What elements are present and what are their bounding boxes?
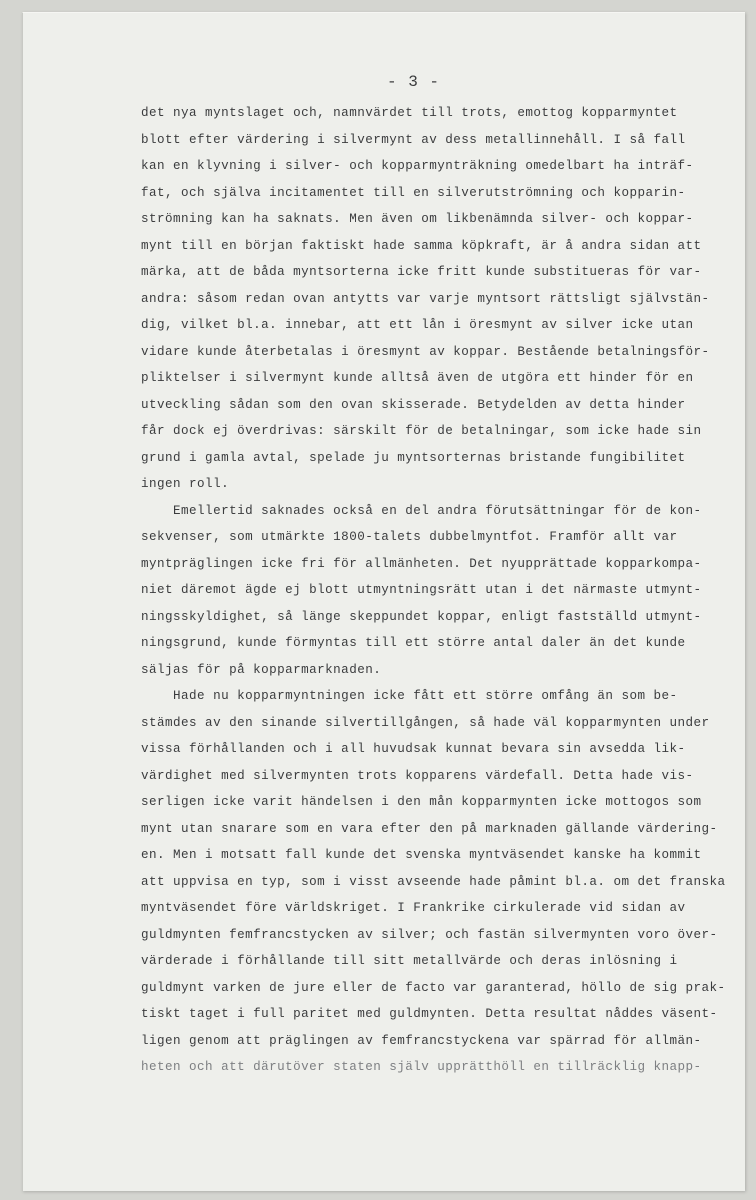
text-line: Emellertid saknades också en del andra förutsättningar för de kon-	[141, 503, 702, 518]
text-line: myntväsendet före världskriget. I Frankrike cirkulerade vid sidan av	[141, 901, 686, 915]
text-line: pliktelser i silvermynt kunde alltså även de utgöra ett hinder för en	[141, 371, 694, 385]
text-line: en. Men i motsatt fall kunde det svenska myntväsendet kanske ha kommit	[141, 848, 702, 862]
text-line: att uppvisa en typ, som i visst avseende hade påmint bl.a. om det franska	[141, 874, 726, 889]
text-line: det nya myntslaget och, namnvärdet till trots, emottog kopparmyntet	[141, 106, 678, 120]
text-line: värderade i förhållande till sitt metallvärde och deras inlösning i	[141, 954, 678, 968]
text-line: heten och att därutöver staten själv upprätthöll en tillräcklig knapp-	[141, 1060, 702, 1074]
page-number: - 3 -	[387, 73, 441, 91]
text-line: stämdes av den sinande silvertillgången, så hade väl kopparmynten under	[141, 715, 710, 730]
text-line: vidare kunde återbetalas i öresmynt av koppar. Bestående betalningsför-	[141, 344, 710, 359]
text-line: andra: såsom redan ovan antytts var varje myntsort rättsligt självstän-	[141, 291, 710, 306]
text-line: tiskt taget i full paritet med guldmynten. Detta resultat nåddes väsent-	[141, 1007, 718, 1021]
text-line: mynt till en början faktiskt hade samma köpkraft, är å andra sidan att	[141, 238, 702, 253]
text-line: vissa förhållanden och i all huvudsak kunnat bevara sin avsedda lik-	[141, 742, 686, 756]
text-line: ligen genom att präglingen av femfrancstyckena var spärrad för allmän-	[141, 1033, 702, 1048]
text-line: kan en klyvning i silver- och kopparmynträkning omedelbart ha inträf-	[141, 159, 694, 173]
text-line: grund i gamla avtal, spelade ju myntsorternas bristande fungibilitet	[141, 450, 686, 465]
document-page	[22, 12, 745, 1191]
text-line: utveckling sådan som den ovan skisserade. Betydelden av detta hinder	[141, 397, 686, 412]
text-line: ningsskyldighet, så länge skeppundet koppar, enligt fastställd utmynt-	[141, 609, 702, 624]
text-line: serligen icke varit händelsen i den mån kopparmynten icke mottogos som	[141, 795, 702, 809]
text-line: blott efter värdering i silvermynt av dess metallinnehåll. I så fall	[141, 132, 686, 147]
text-line: mynt utan snarare som en vara efter den på marknaden gällande värdering-	[141, 821, 718, 836]
text-line: får dock ej överdrivas: särskilt för de betalningar, som icke hade sin	[141, 424, 702, 438]
text-line: säljas för på kopparmarknaden.	[141, 662, 382, 677]
text-line: ingen roll.	[141, 477, 230, 491]
text-line: myntpräglingen icke fri för allmänheten. Det nyupprättade kopparkompa-	[141, 556, 702, 571]
text-line: strömning kan ha saknats. Men även om likbenämnda silver- och koppar-	[141, 212, 694, 226]
text-line: värdighet med silvermynten trots kopparens värdefall. Detta hade vis-	[141, 768, 694, 783]
text-line: ningsgrund, kunde förmyntas till ett större antal daler än det kunde	[141, 636, 686, 650]
text-line: guldmynt varken de jure eller de facto var garanterad, höllo de sig prak-	[141, 980, 726, 995]
text-line: fat, och själva incitamentet till en silverutströmning och kopparin-	[141, 185, 686, 200]
text-line: märka, att de båda myntsorterna icke fritt kunde substitueras för var-	[141, 265, 702, 279]
body-text	[141, 100, 741, 1081]
text-line: sekvenser, som utmärkte 1800-talets dubbelmyntfot. Framför allt var	[141, 530, 678, 544]
text-line: Hade nu kopparmyntningen icke fått ett större omfång än som be-	[141, 689, 678, 703]
text-line: dig, vilket bl.a. innebar, att ett lån i öresmynt av silver icke utan	[141, 318, 694, 332]
text-line: guldmynten femfrancstycken av silver; och fastän silvermynten voro över-	[141, 927, 718, 942]
text-line: niet däremot ägde ej blott utmyntningsrätt utan i det närmaste utmynt-	[141, 583, 702, 597]
